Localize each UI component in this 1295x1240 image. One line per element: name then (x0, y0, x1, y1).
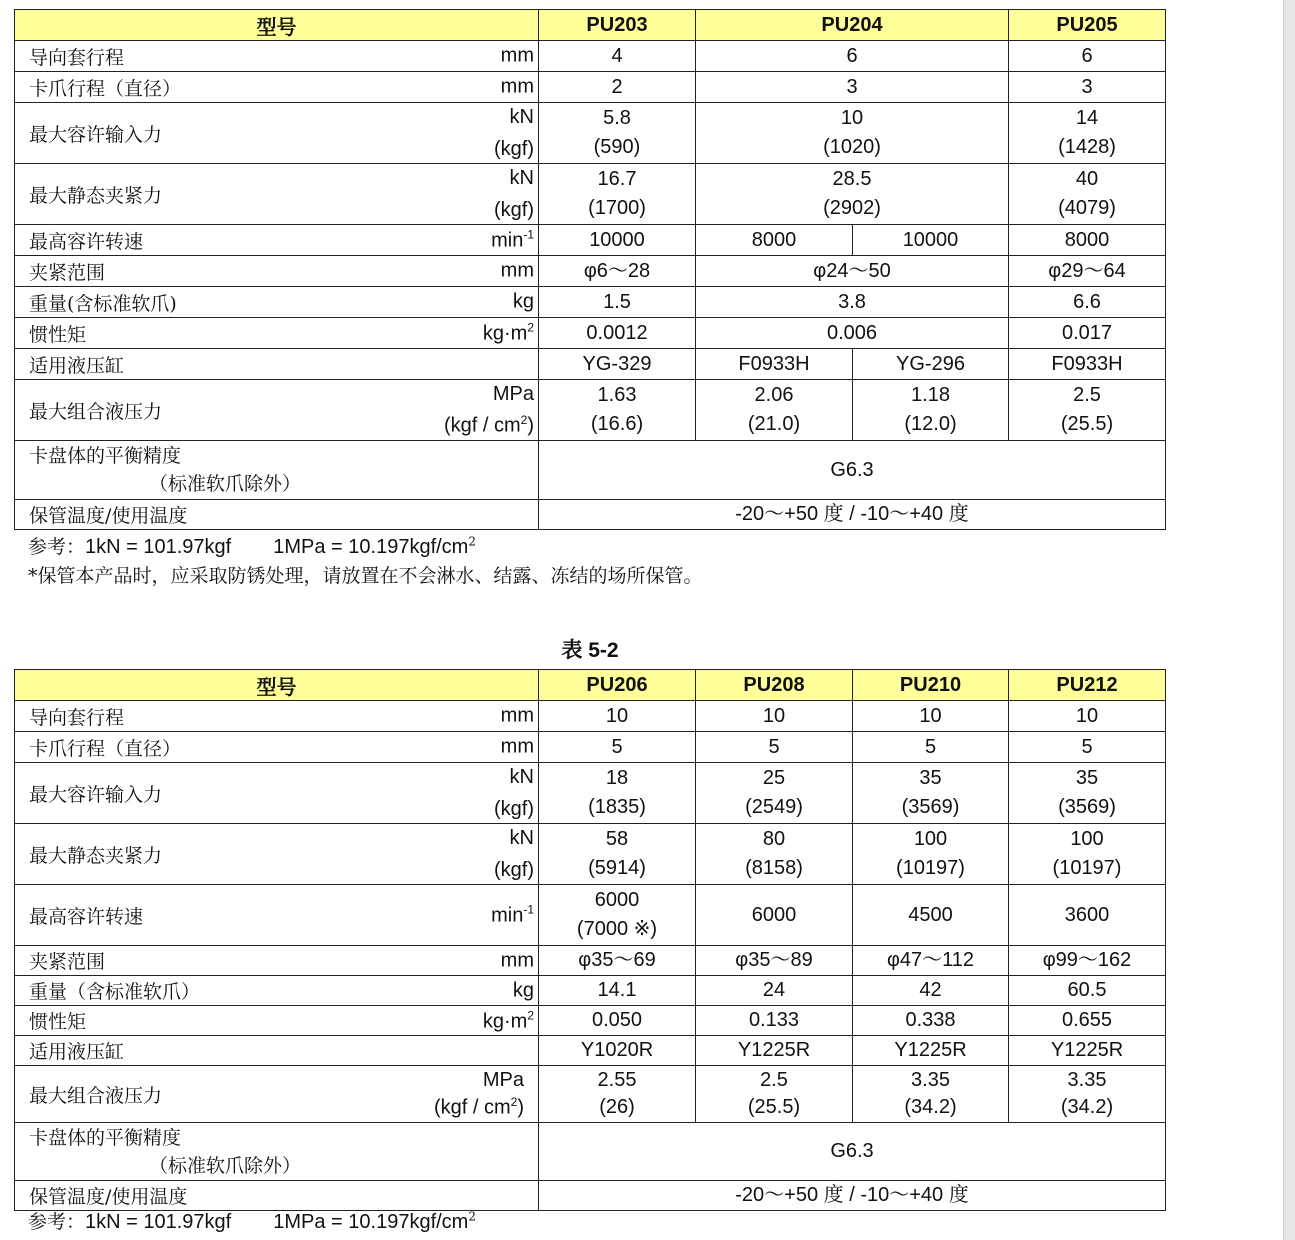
cell: 18 (1835) (539, 763, 696, 824)
cell: 3600 (1009, 885, 1166, 946)
table-row (15, 103, 1166, 164)
unit: (kgf) (494, 199, 534, 221)
cell: 25 (2549) (696, 763, 853, 824)
cell: 3.8 (696, 287, 1009, 318)
cell: 0.338 (853, 1006, 1009, 1036)
table-row (15, 380, 1166, 441)
cell: 100 (10197) (853, 824, 1009, 885)
header-col: PU203 (539, 10, 696, 41)
table-row (15, 164, 1166, 225)
cell: φ99～162 (1009, 946, 1166, 976)
table-row (15, 1006, 1166, 1036)
cell: 2.06 (21.0) (696, 380, 853, 441)
cell: 2 (539, 72, 696, 103)
cell: 1.18 (12.0) (853, 380, 1009, 441)
row-label: 重量(含标准软爪) kg (15, 287, 539, 318)
cell: φ24～50 (696, 256, 1009, 287)
header-col: PU205 (1009, 10, 1166, 41)
cell: 0.0012 (539, 318, 696, 349)
cell: 5 (696, 732, 853, 763)
row-label: 保管温度/使用温度 (15, 500, 539, 530)
cell: 0.017 (1009, 318, 1166, 349)
cell: Y1225R (696, 1036, 853, 1066)
cell: 5 (539, 732, 696, 763)
cell: φ35～89 (696, 946, 853, 976)
table-row (15, 287, 1166, 318)
cell: 35 (3569) (1009, 763, 1166, 824)
table-row (15, 349, 1166, 380)
cell: 100 (10197) (1009, 824, 1166, 885)
cell: φ29～64 (1009, 256, 1166, 287)
table-row (15, 701, 1166, 732)
cell: 5.8 (590) (539, 103, 696, 164)
cell: φ35～69 (539, 946, 696, 976)
cell: 58 (5914) (539, 824, 696, 885)
storage-note: *保管本产品时，应采取防锈处理，请放置在不会淋水、结露、冻结的场所保管。 (28, 565, 703, 587)
table-row (15, 441, 1166, 500)
cell: 42 (853, 976, 1009, 1006)
row-label: 最大组合液压力 MPa $(kgf / cm^2)$ (15, 1066, 539, 1123)
cell: 10000 (853, 225, 1009, 256)
cell: 1.5 (539, 287, 696, 318)
unit: kg (512, 290, 534, 313)
table-row (15, 824, 1166, 885)
cell: YG-329 (539, 349, 696, 380)
unit: mm (500, 75, 534, 98)
cell: 6000 (696, 885, 853, 946)
cell: 14 (1428) (1009, 103, 1166, 164)
unit: $(kgf / cm^2)$ (443, 413, 534, 437)
row-label: 最大组合液压力 MPa $(kgf / cm^2)$ (15, 380, 539, 441)
row-label: 夹紧范围 mm (15, 946, 539, 976)
cell: 60.5 (1009, 976, 1166, 1006)
row-label: 惯性矩 $kg\cdot m^2$ (15, 318, 539, 349)
cell: 3 (696, 72, 1009, 103)
table-row (15, 885, 1166, 946)
cell: -20～+50 度 / -10～+40 度 (539, 1181, 1166, 1211)
table-row (15, 1036, 1166, 1066)
unit: mm (500, 704, 534, 727)
cell: 80 (8158) (696, 824, 853, 885)
cell: Y1225R (1009, 1036, 1166, 1066)
header-col: PU210 (853, 670, 1009, 701)
cell: 10 (1009, 701, 1166, 732)
cell: 6.6 (1009, 287, 1166, 318)
row-label: 最高容许转速 $\min^{-1}$ (15, 225, 539, 256)
row-label: 卡爪行程（直径） mm (15, 72, 539, 103)
cell: 10 (1020) (696, 103, 1009, 164)
table-row (15, 225, 1166, 256)
cell: 8000 (696, 225, 853, 256)
row-label: 适用液压缸 (15, 349, 539, 380)
cell: 16.7 (1700) (539, 164, 696, 225)
cell: 10000 (539, 225, 696, 256)
cell: 40 (4079) (1009, 164, 1166, 225)
unit: $\min^{-1}$ (491, 902, 534, 927)
cell: 5 (1009, 732, 1166, 763)
row-label: 最大容许输入力 kN (kgf) (15, 103, 539, 164)
unit: kg (512, 979, 534, 1001)
row-label: 最高容许转速 $\min^{-1}$ (15, 885, 539, 946)
cell: G6.3 (539, 441, 1166, 500)
unit: $kg\cdot m^2$ (482, 320, 534, 345)
unit: $\min^{-1}$ (491, 227, 534, 252)
table-row (15, 72, 1166, 103)
table-row (15, 1066, 1166, 1123)
unit: MPa (492, 383, 534, 405)
table-row (15, 500, 1166, 530)
table-row (15, 946, 1166, 976)
cell: 5 (853, 732, 1009, 763)
unit: (kgf) (494, 859, 534, 881)
row-label: 卡盘体的平衡精度 （标准软爪除外） (15, 1123, 539, 1181)
cell: 0.006 (696, 318, 1009, 349)
row-label: 导向套行程 mm (15, 701, 539, 732)
cell: 2.5 (25.5) (1009, 380, 1166, 441)
cell: 3 (1009, 72, 1166, 103)
unit: kN (509, 167, 534, 189)
cell: 2.5 (25.5) (696, 1066, 853, 1123)
header-col: PU212 (1009, 670, 1166, 701)
cell: 28.5 (2902) (696, 164, 1009, 225)
unit: mm (500, 735, 534, 758)
cell: 0.050 (539, 1006, 696, 1036)
table-row (15, 1181, 1166, 1211)
unit: MPa (482, 1069, 524, 1091)
unit: $(kgf / cm^2)$ (433, 1095, 524, 1119)
cell: 0.133 (696, 1006, 853, 1036)
table-row (15, 763, 1166, 824)
row-label: 最大容许输入力 kN (kgf) (15, 763, 539, 824)
cell: 35 (3569) (853, 763, 1009, 824)
header-model: 型号 (15, 10, 539, 41)
cell: F0933H (1009, 349, 1166, 380)
cell: Y1225R (853, 1036, 1009, 1066)
row-label: 最大静态夹紧力 kN (kgf) (15, 164, 539, 225)
cell: 8000 (1009, 225, 1166, 256)
unit: kN (509, 106, 534, 128)
cell: YG-296 (853, 349, 1009, 380)
table-row (15, 1123, 1166, 1181)
cell: 2.55 (26) (539, 1066, 696, 1123)
cell: 6000 (7000 ※) (539, 885, 696, 946)
unit: (kgf) (494, 798, 534, 820)
table-caption: 表 5-2 (561, 639, 619, 662)
cell: 24 (696, 976, 853, 1006)
table-row (15, 318, 1166, 349)
spec-table-1 (14, 9, 1166, 530)
cell: 4 (539, 41, 696, 72)
row-label: 导向套行程 mm (15, 41, 539, 72)
header-col: PU206 (539, 670, 696, 701)
cell: 0.655 (1009, 1006, 1166, 1036)
row-label: 适用液压缸 (15, 1036, 539, 1066)
reference-note: 参考：1kN = 101.97kgf $1MPa = 10.197kgf/cm^2$ (28, 1209, 476, 1233)
cell: F0933H (696, 349, 853, 380)
table-header-row (15, 670, 1166, 701)
unit: mm (500, 44, 534, 67)
cell: 6 (1009, 41, 1166, 72)
cell: G6.3 (539, 1123, 1166, 1181)
cell: 1.63 (16.6) (539, 380, 696, 441)
cell: 6 (696, 41, 1009, 72)
page-edge (1283, 0, 1295, 1240)
row-label: 重量（含标准软爪） kg (15, 976, 539, 1006)
unit: kN (509, 766, 534, 788)
cell: φ47～112 (853, 946, 1009, 976)
header-model: 型号 (15, 670, 539, 701)
cell: 3.35 (34.2) (853, 1066, 1009, 1123)
row-label: 最大静态夹紧力 kN (kgf) (15, 824, 539, 885)
cell: Y1020R (539, 1036, 696, 1066)
cell: 4500 (853, 885, 1009, 946)
cell: 10 (696, 701, 853, 732)
cell: 3.35 (34.2) (1009, 1066, 1166, 1123)
cell: 10 (853, 701, 1009, 732)
cell: -20～+50 度 / -10～+40 度 (539, 500, 1166, 530)
unit: mm (500, 259, 534, 282)
row-label: 惯性矩 $kg\cdot m^2$ (15, 1006, 539, 1036)
table-header-row (15, 10, 1166, 41)
cell: 10 (539, 701, 696, 732)
row-label: 保管温度/使用温度 (15, 1181, 539, 1211)
reference-note: 参考：1kN = 101.97kgf $1MPa = 10.197kgf/cm^2$ (28, 534, 476, 558)
unit: (kgf) (494, 138, 534, 160)
table-row (15, 732, 1166, 763)
cell: 14.1 (539, 976, 696, 1006)
table-row (15, 256, 1166, 287)
header-col: PU204 (696, 10, 1009, 41)
cell: φ6～28 (539, 256, 696, 287)
table-row (15, 41, 1166, 72)
row-label: 夹紧范围 mm (15, 256, 539, 287)
row-label: 卡盘体的平衡精度 （标准软爪除外） (15, 441, 539, 500)
unit: kN (509, 827, 534, 849)
unit: $kg\cdot m^2$ (482, 1008, 534, 1032)
unit: mm (500, 949, 534, 971)
table-row (15, 976, 1166, 1006)
row-label: 卡爪行程（直径） mm (15, 732, 539, 763)
spec-table-2 (14, 669, 1166, 1211)
header-col: PU208 (696, 670, 853, 701)
